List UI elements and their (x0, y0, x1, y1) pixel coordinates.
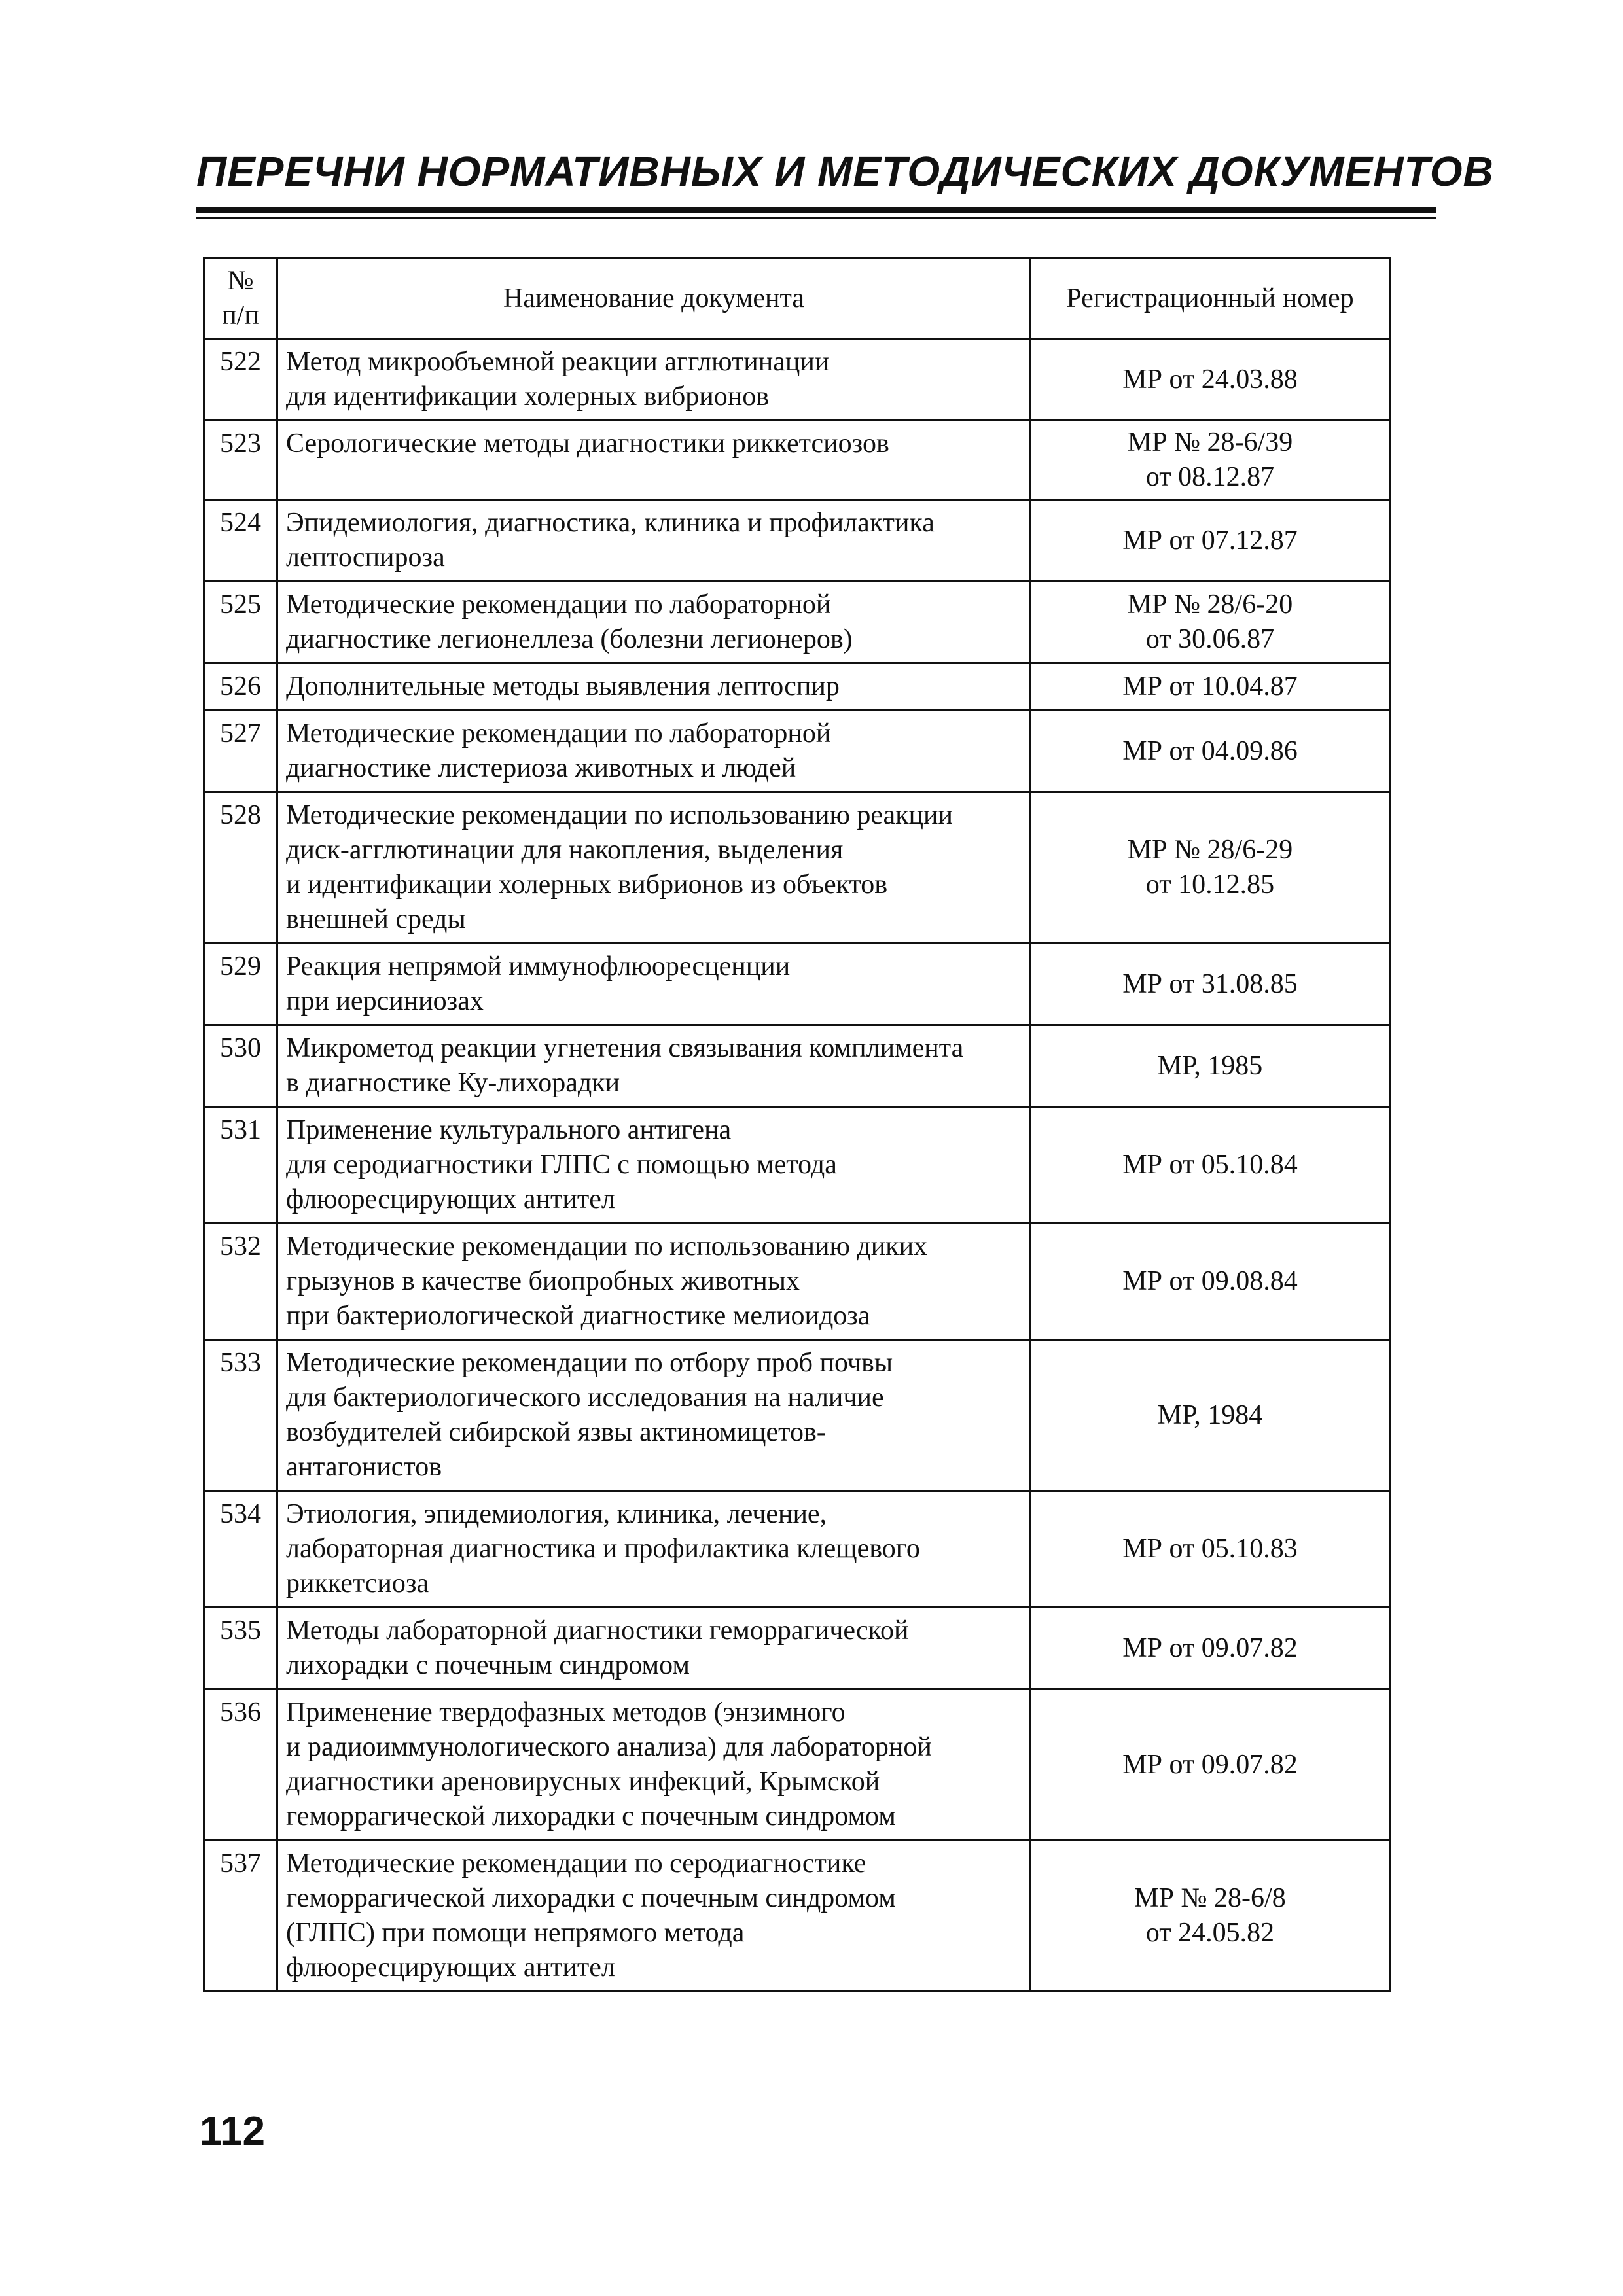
document-name-line: Этиология, эпидемиология, клиника, лечение, (286, 1499, 827, 1529)
registration-number (1031, 500, 1390, 582)
row-number: 526 (204, 663, 277, 711)
table-row (204, 1025, 1390, 1107)
document-name (277, 421, 1031, 500)
registration-number-line: МР от 31.08.85 (1122, 968, 1298, 999)
row-number: 522 (204, 339, 277, 421)
document-name (277, 1107, 1031, 1224)
registration-number-line: от 24.05.82 (1145, 1918, 1275, 1948)
registration-number (1031, 1608, 1390, 1689)
table-row (204, 421, 1390, 500)
registration-number-line: от 10.12.85 (1145, 870, 1275, 900)
row-number: 529 (204, 944, 277, 1025)
registration-number-line: МР от 10.04.87 (1122, 671, 1298, 701)
document-name-line: Методические рекомендации по использованию диких (286, 1231, 928, 1262)
document-name-line: флюоресцирующих антител (286, 1184, 615, 1214)
registration-number (1031, 711, 1390, 792)
registration-number-line: МР № 28-6/8 (1134, 1883, 1286, 1913)
document-name (277, 1491, 1031, 1608)
row-number: 533 (204, 1340, 277, 1491)
document-name-line: Реакция непрямой иммунофлюоресценции (286, 951, 791, 981)
column-header-number (204, 258, 277, 339)
document-name (277, 792, 1031, 944)
registration-number-line: МР от 04.09.86 (1122, 735, 1298, 766)
document-name-line: Серологические методы диагностики риккетсиозов (286, 429, 889, 459)
document-name-line: антагонистов (286, 1452, 442, 1482)
document-name-line: Методические рекомендации по лабораторной (286, 590, 831, 620)
registration-number-line: МР, 1985 (1157, 1050, 1263, 1081)
document-name-line: и идентификации холерных вибрионов из объектов (286, 870, 888, 900)
registration-number (1031, 663, 1390, 711)
table-row (204, 711, 1390, 792)
document-name-line: Микрометод реакции угнетения связывания комплимента (286, 1033, 964, 1063)
registration-number (1031, 792, 1390, 944)
registration-number (1031, 1340, 1390, 1491)
table-row (204, 1608, 1390, 1689)
table-row (204, 663, 1390, 711)
registration-number-line: МР, 1984 (1157, 1400, 1263, 1430)
row-number: 524 (204, 500, 277, 582)
document-name-line: лихорадки с почечным синдромом (286, 1650, 690, 1680)
document-name (277, 1224, 1031, 1340)
table-row (204, 582, 1390, 663)
registration-number-line: МР от 07.12.87 (1122, 525, 1298, 556)
column-header-reg: Регистрационный номер (1031, 258, 1390, 339)
table-row (204, 1107, 1390, 1224)
registration-number (1031, 1107, 1390, 1224)
row-number: 534 (204, 1491, 277, 1608)
header-rule-thin (196, 217, 1436, 219)
registration-number (1031, 1689, 1390, 1841)
document-name (277, 1689, 1031, 1841)
document-name (277, 1608, 1031, 1689)
registration-number-line: МР № 28/6-29 (1127, 835, 1293, 865)
document-name (277, 944, 1031, 1025)
document-name-line: при бактериологической диагностике мелиоидоза (286, 1301, 870, 1331)
registration-number-line: МР № 28/6-20 (1127, 590, 1293, 620)
table-row (204, 500, 1390, 582)
row-number: 532 (204, 1224, 277, 1340)
registration-number (1031, 421, 1390, 500)
registration-number-line: от 30.06.87 (1145, 624, 1275, 654)
registration-number (1031, 1025, 1390, 1107)
document-name-line: внешней среды (286, 904, 466, 934)
table-row (204, 1340, 1390, 1491)
document-name-line: геморрагической лихорадки с почечным синдромом (286, 1801, 896, 1831)
document-name-line: Применение культурального антигена (286, 1115, 732, 1145)
registration-number-line: МР № 28-6/39 (1127, 427, 1293, 457)
registration-number-line: МР от 09.07.82 (1122, 1749, 1298, 1780)
table-row (204, 944, 1390, 1025)
document-name-line: и радиоиммунологического анализа) для лабораторной (286, 1732, 932, 1762)
document-name-line: для серодиагностики ГЛПС с помощью метода (286, 1150, 837, 1180)
documents-table (203, 257, 1391, 1992)
column-header-number-line1: № (227, 266, 254, 296)
document-name-line: лептоспироза (286, 542, 445, 573)
registration-number (1031, 1841, 1390, 1992)
document-name-line: риккетсиоза (286, 1568, 429, 1598)
registration-number-line: от 08.12.87 (1145, 462, 1275, 492)
document-name-line: для идентификации холерных вибрионов (286, 381, 770, 412)
document-name (277, 582, 1031, 663)
document-name (277, 500, 1031, 582)
registration-number-line: МР от 05.10.84 (1122, 1150, 1298, 1180)
registration-number-line: МР от 09.07.82 (1122, 1633, 1298, 1663)
row-number: 525 (204, 582, 277, 663)
document-name-line: в диагностике Ку-лихорадки (286, 1068, 620, 1098)
table-row (204, 1491, 1390, 1608)
document-name-line: при иерсиниозах (286, 986, 484, 1016)
page-title: ПЕРЕЧНИ НОРМАТИВНЫХ И МЕТОДИЧЕСКИХ ДОКУМЕНТОВ (196, 148, 1494, 195)
document-name-line: диагностике листериоза животных и людей (286, 753, 796, 783)
row-number: 527 (204, 711, 277, 792)
table-header-row (204, 258, 1390, 339)
document-name (277, 663, 1031, 711)
document-name-line: Методы лабораторной диагностики геморрагической (286, 1616, 909, 1646)
registration-number (1031, 944, 1390, 1025)
document-name-line: для бактериологического исследования на наличие (286, 1383, 884, 1413)
header-rule-thick (196, 207, 1436, 213)
document-name-line: Применение твердофазных методов (энзимного (286, 1697, 846, 1727)
table-row (204, 792, 1390, 944)
document-name-line: геморрагической лихорадки с почечным синдромом (286, 1883, 896, 1913)
document-name-line: диагностике легионеллеза (болезни легионеров) (286, 624, 853, 654)
column-header-number-line2: п/п (222, 300, 259, 330)
document-name-line: Метод микрообъемной реакции агглютинации (286, 347, 830, 377)
document-name (277, 1340, 1031, 1491)
row-number: 530 (204, 1025, 277, 1107)
document-name-line: флюоресцирующих антител (286, 1952, 615, 1983)
table-body (204, 339, 1390, 1992)
row-number: 535 (204, 1608, 277, 1689)
registration-number-line: МР от 24.03.88 (1122, 364, 1298, 395)
document-name (277, 339, 1031, 421)
registration-number-line: МР от 09.08.84 (1122, 1266, 1298, 1296)
document-name (277, 1841, 1031, 1992)
table-row (204, 1224, 1390, 1340)
column-header-name: Наименование документа (277, 258, 1031, 339)
row-number: 537 (204, 1841, 277, 1992)
row-number: 531 (204, 1107, 277, 1224)
row-number: 528 (204, 792, 277, 944)
document-name-line: грызунов в качестве биопробных животных (286, 1266, 800, 1296)
document-name-line: возбудителей сибирской язвы актиномицетов- (286, 1417, 826, 1447)
document-name-line: Дополнительные методы выявления лептоспир (286, 671, 840, 701)
table-row (204, 339, 1390, 421)
registration-number (1031, 339, 1390, 421)
registration-number (1031, 1224, 1390, 1340)
document-name-line: Методические рекомендации по серодиагностике (286, 1848, 866, 1879)
document-name-line: Методические рекомендации по лабораторной (286, 718, 831, 749)
document-name-line: диагностики ареновирусных инфекций, Крымской (286, 1767, 880, 1797)
document-name-line: (ГЛПС) при помощи непрямого метода (286, 1918, 745, 1948)
table-row (204, 1841, 1390, 1992)
document-name (277, 711, 1031, 792)
registration-number (1031, 1491, 1390, 1608)
document-name-line: диск-агглютинации для накопления, выделения (286, 835, 844, 865)
registration-number (1031, 582, 1390, 663)
document-name-line: Методические рекомендации по отбору проб почвы (286, 1348, 893, 1378)
row-number: 536 (204, 1689, 277, 1841)
row-number: 523 (204, 421, 277, 500)
table-row (204, 1689, 1390, 1841)
page-number: 112 (200, 2109, 266, 2154)
document-name-line: лабораторная диагностика и профилактика клещевого (286, 1534, 920, 1564)
document-name-line: Эпидемиология, диагностика, клиника и профилактика (286, 508, 935, 538)
document-name (277, 1025, 1031, 1107)
document-name-line: Методические рекомендации по использованию реакции (286, 800, 953, 830)
registration-number-line: МР от 05.10.83 (1122, 1534, 1298, 1564)
